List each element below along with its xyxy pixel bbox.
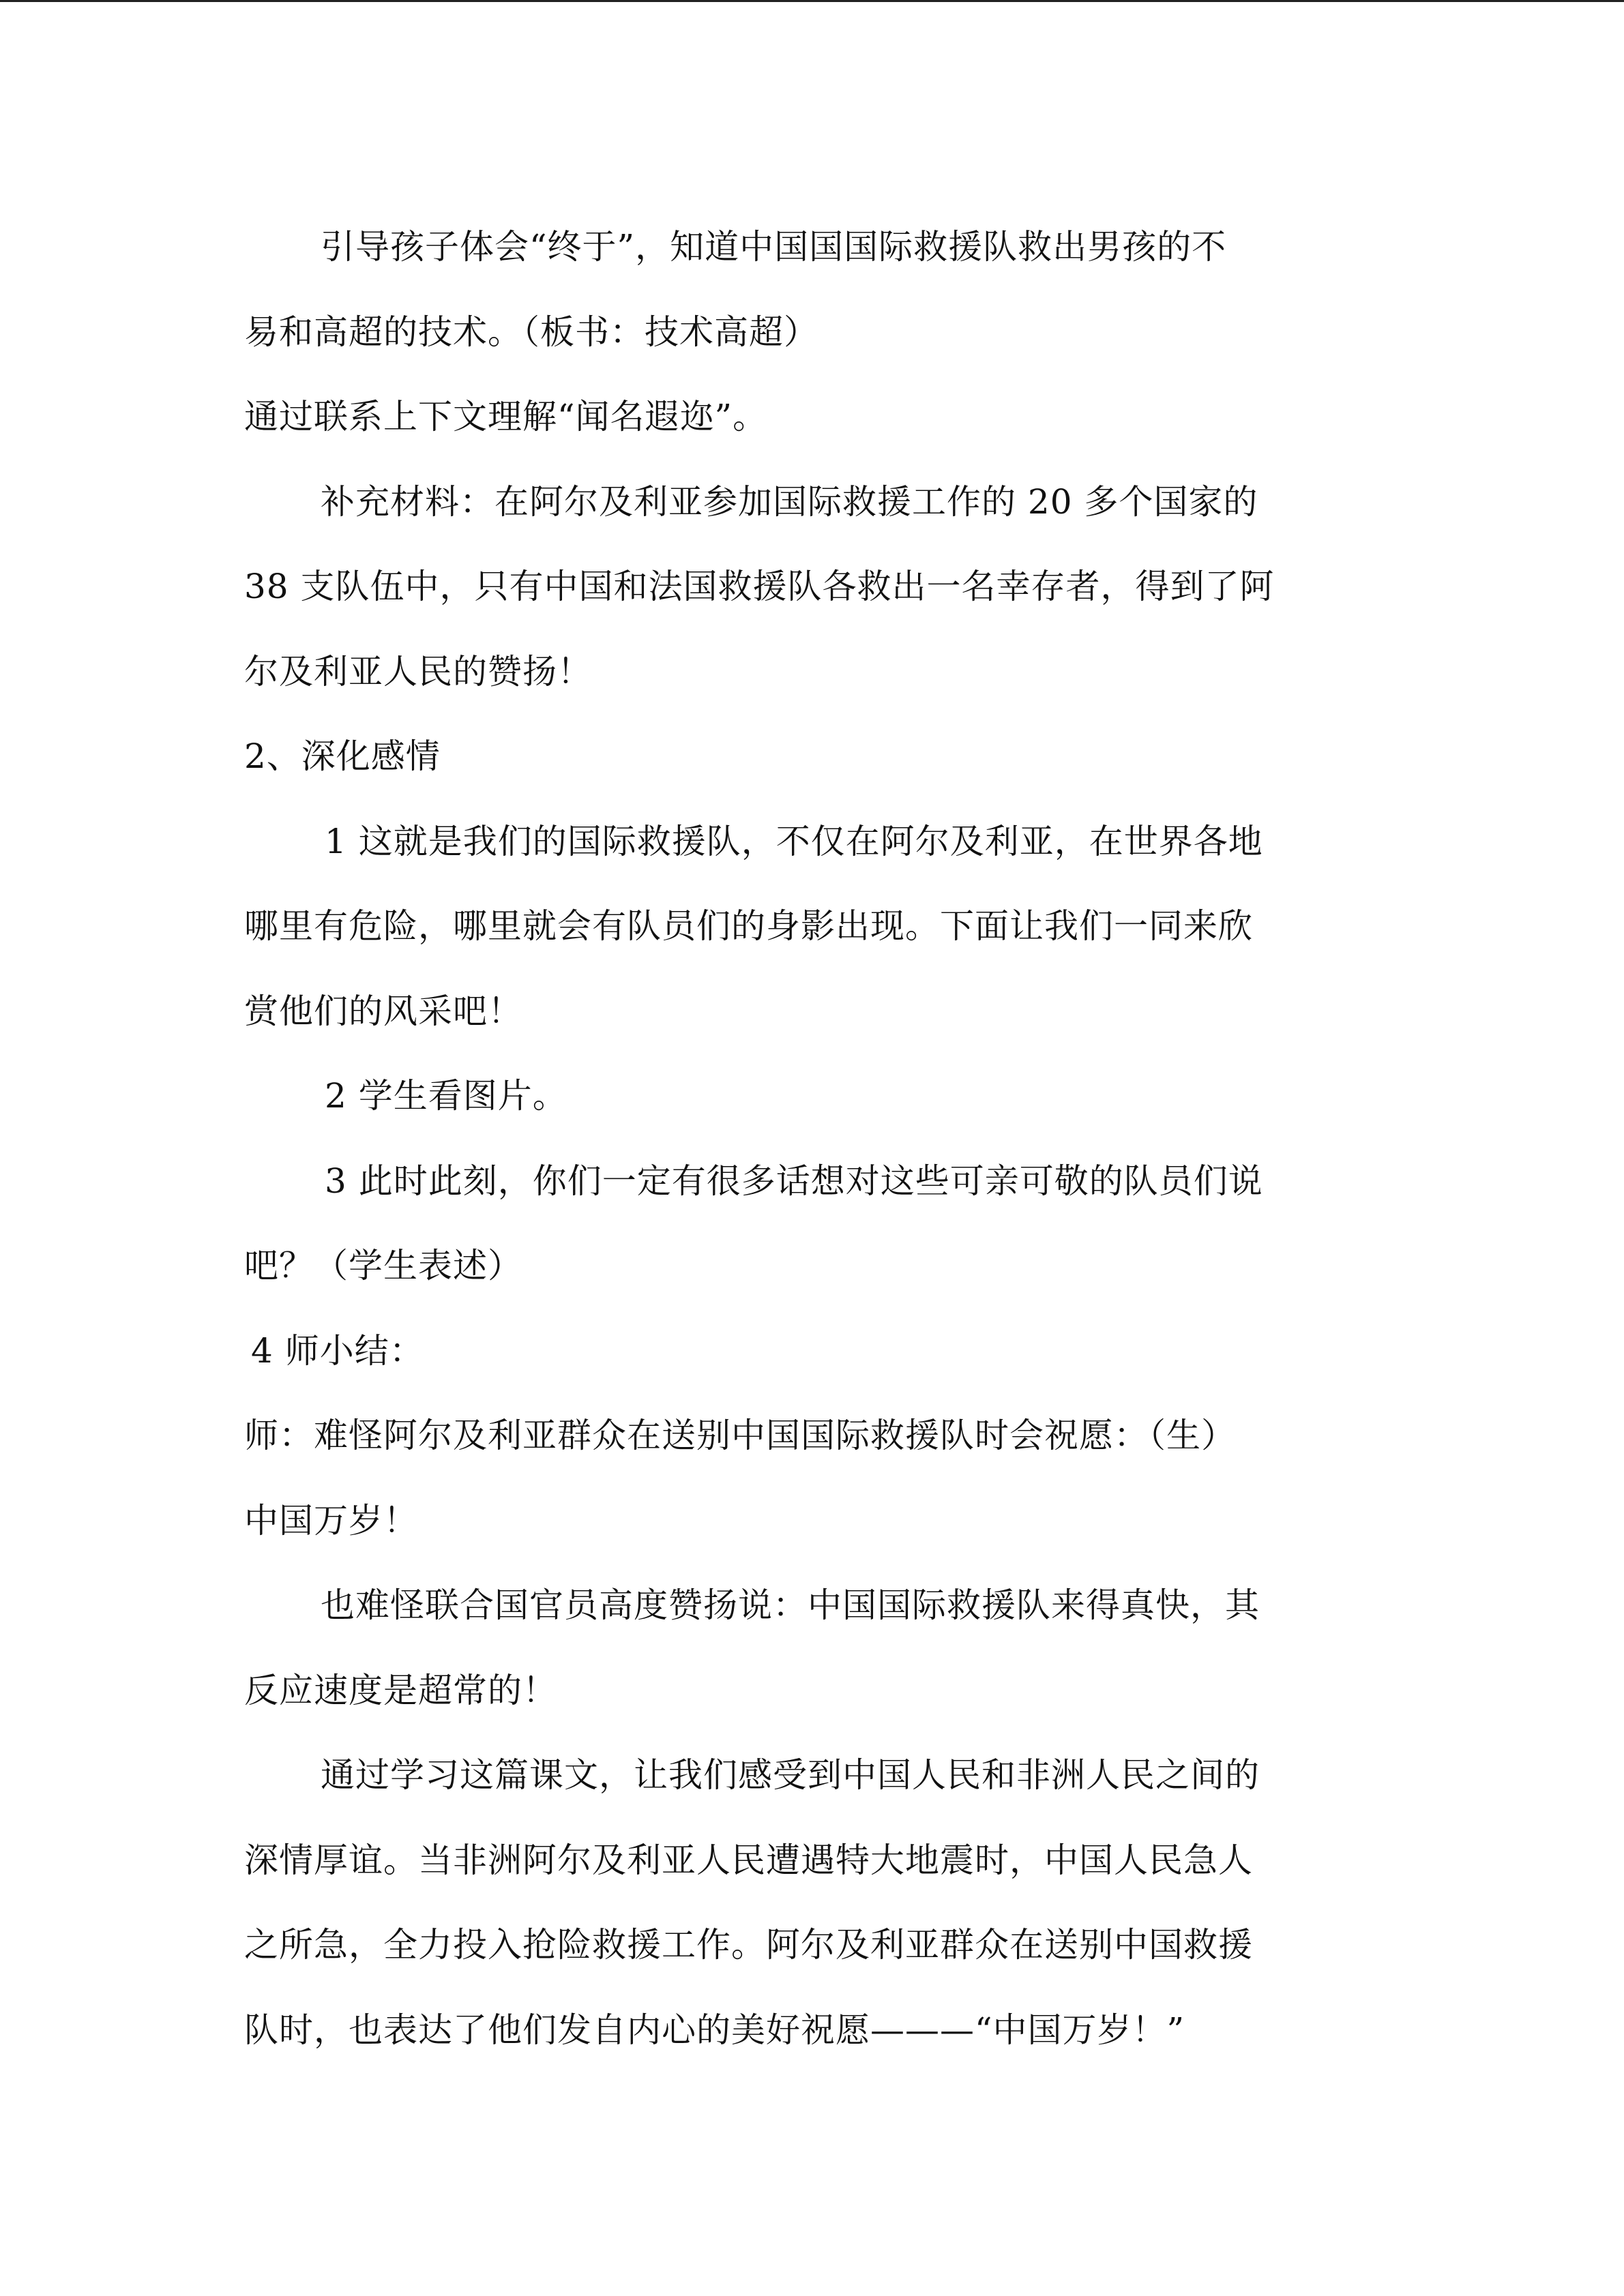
text-line: 引导孩子体会“终于”，知道中国国国际救援队救出男孩的不	[321, 227, 1227, 267]
text-line: 队时，也表达了他们发自内心的美好祝愿———“中国万岁！”	[244, 2010, 1185, 2050]
text-line: 师：难怪阿尔及利亚群众在送别中国国际救援队时会祝愿：（生）	[244, 1416, 1236, 1455]
text-line: 通过联系上下文理解“闻名遐迩”。	[244, 397, 768, 436]
text-line: 深情厚谊。当非洲阿尔及利亚人民遭遇特大地震时，中国人民急人	[244, 1840, 1253, 1880]
text-line: 中国万岁！	[244, 1500, 418, 1540]
text-line: 反应速度是超常的！	[244, 1670, 557, 1710]
text-line: 4 师小结：	[251, 1330, 424, 1371]
text-line: 通过学习这篇课文，让我们感受到中国人民和非洲人民之间的	[321, 1755, 1260, 1795]
text-line: 38 支队伍中，只有中国和法国救援队各救出一名幸存者，得到了阿	[244, 567, 1275, 606]
text-line: 补充材料：在阿尔及利亚参加国际救援工作的 20 多个国家的	[321, 481, 1258, 522]
text-line: 也难怪联合国官员高度赞扬说：中国国际救援队来得真快，其	[321, 1585, 1260, 1625]
page-top-border	[0, 0, 1624, 2]
text-line: 吧？（学生表述）	[244, 1246, 522, 1285]
text-line: 之所急，全力投入抢险救援工作。阿尔及利亚群众在送别中国救援	[244, 1925, 1253, 1965]
text-line: 1 这就是我们的国际救援队，不仅在阿尔及利亚，在世界各地	[325, 821, 1263, 861]
section-heading: 2、深化感情	[244, 736, 441, 776]
text-line: 2 学生看图片。	[325, 1076, 567, 1116]
text-line: 尔及利亚人民的赞扬！	[244, 651, 592, 691]
text-line: 赏他们的风采吧！	[244, 991, 522, 1031]
document-page	[244, 205, 1376, 2072]
text-line: 3 此时此刻，你们一定有很多话想对这些可亲可敬的队员们说	[325, 1161, 1263, 1201]
text-line: 哪里有危险，哪里就会有队员们的身影出现。下面让我们一同来欣	[244, 906, 1253, 946]
text-line: 易和高超的技术。（板书：技术高超）	[244, 312, 818, 352]
